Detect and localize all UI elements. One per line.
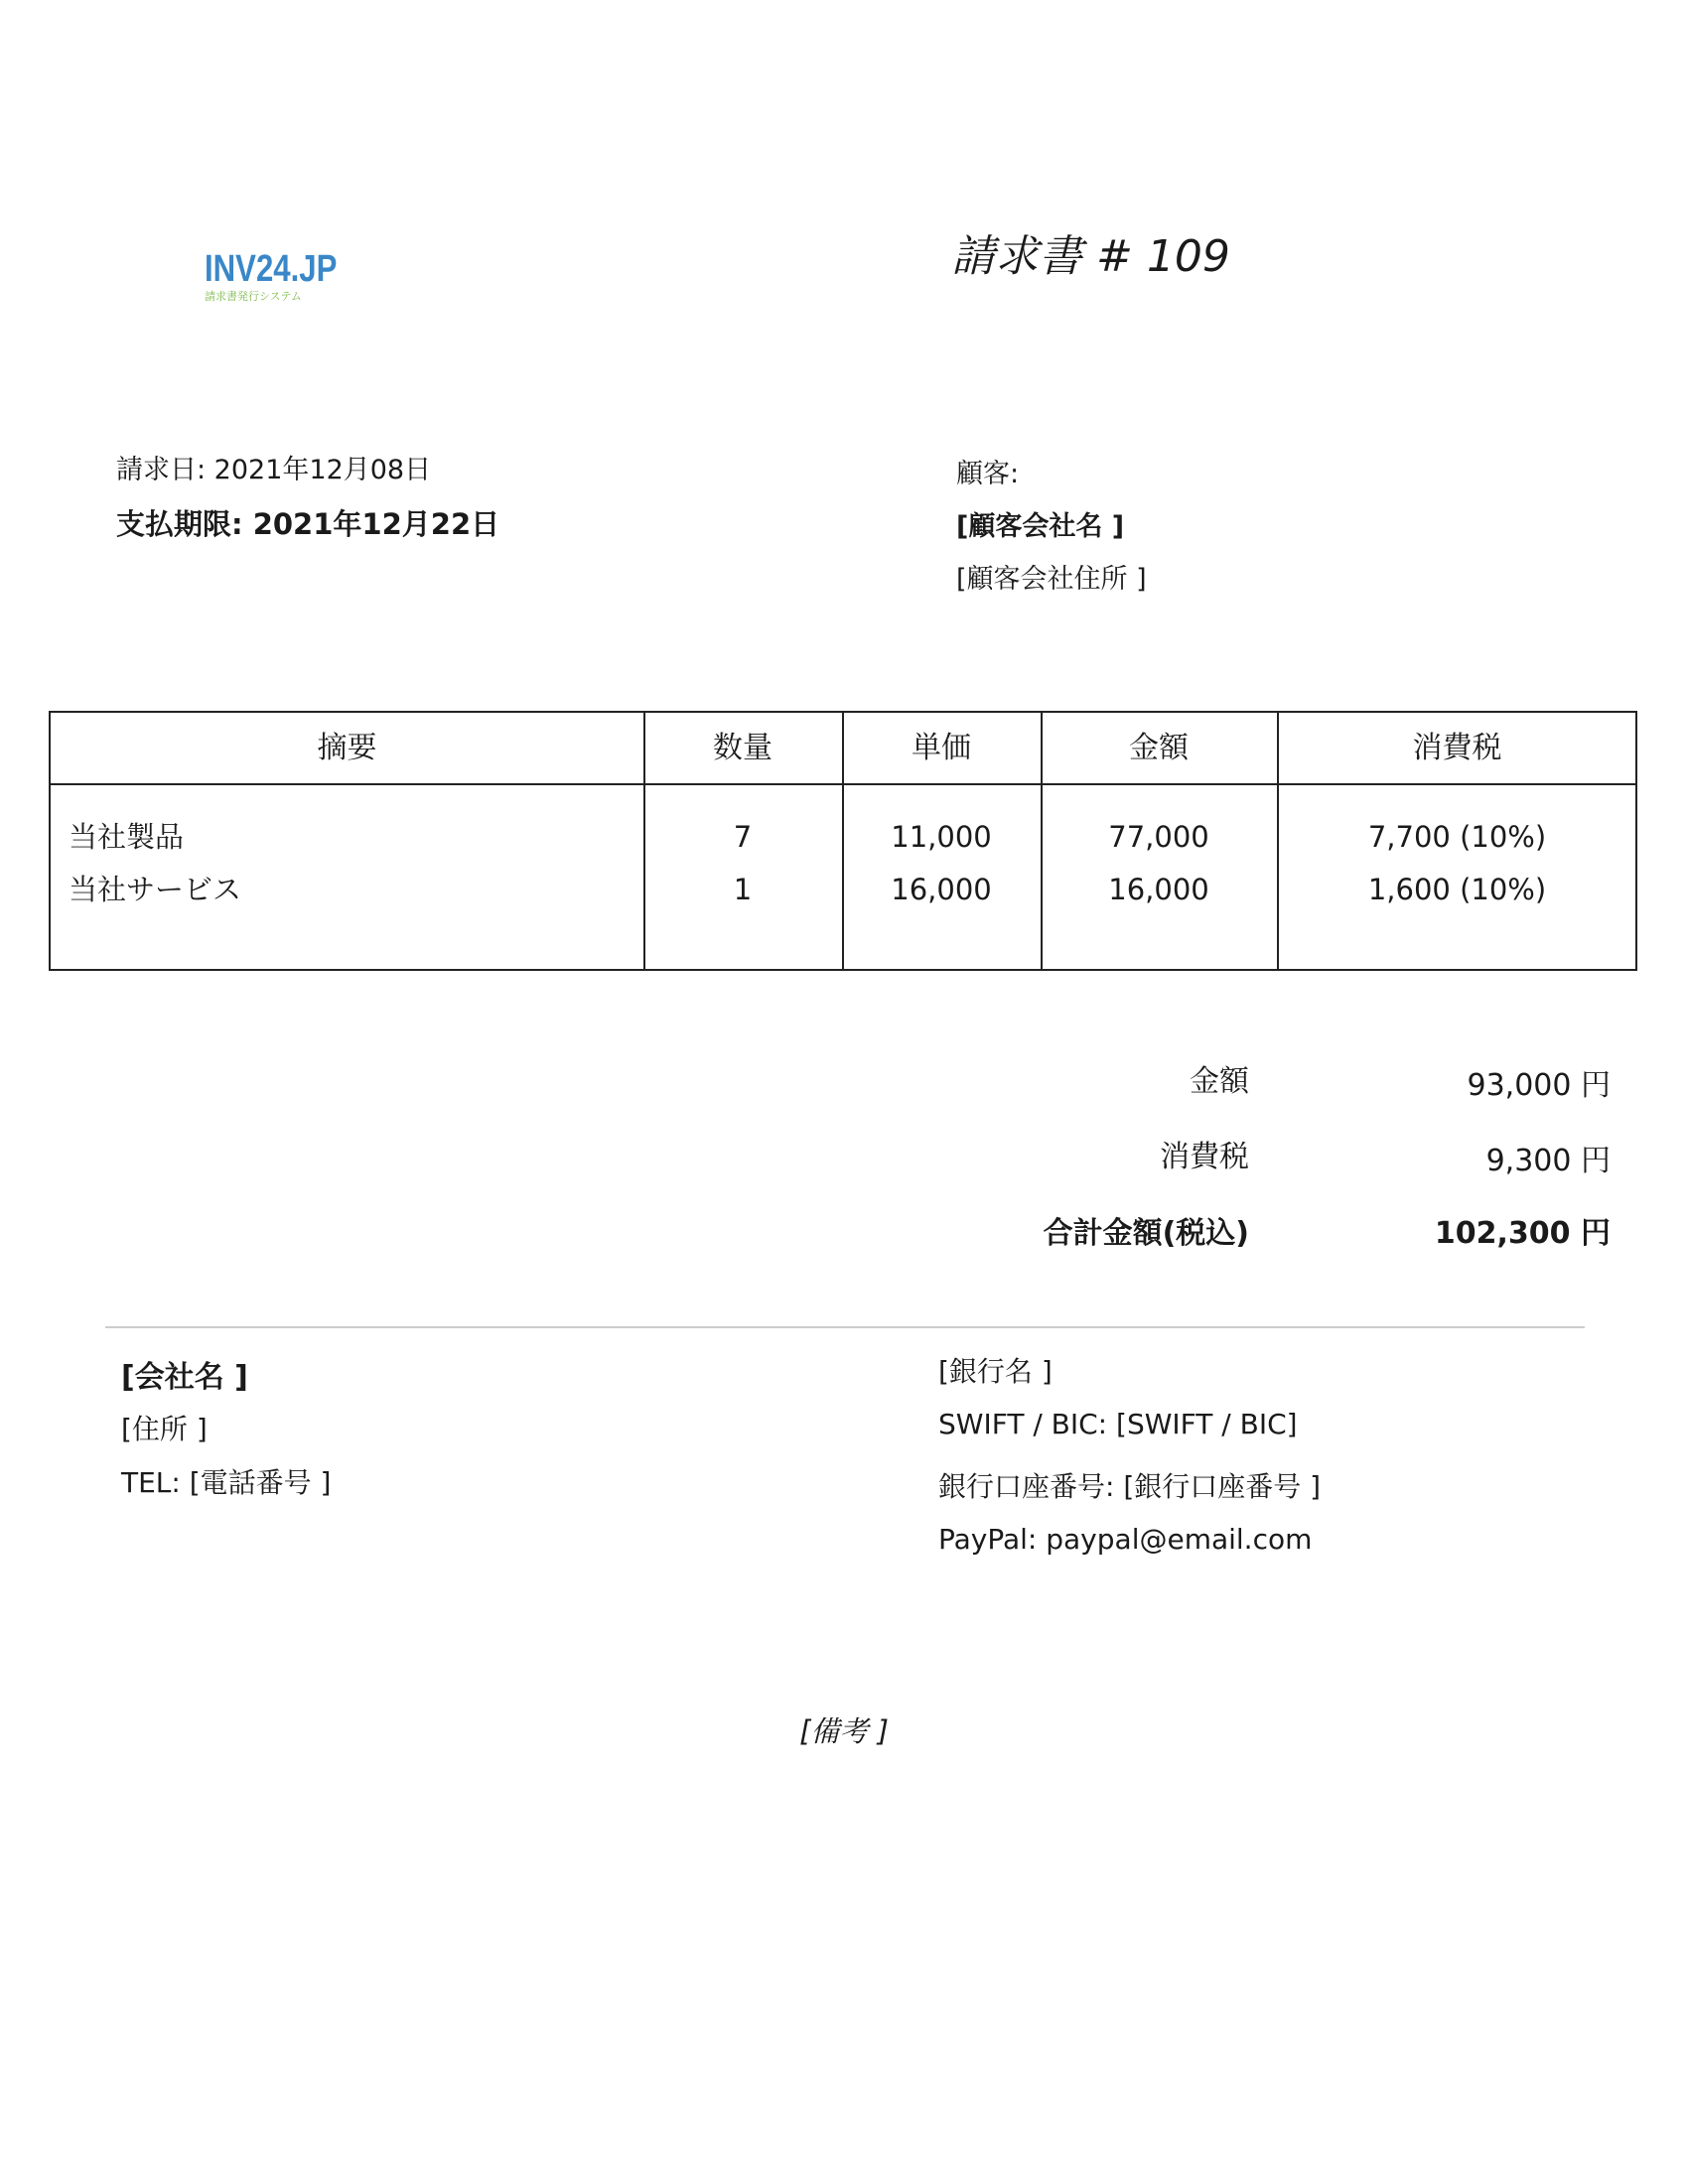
customer-address: [顧客会社住所 ]: [956, 564, 1147, 595]
row-description: 当社製品: [69, 820, 185, 854]
customer-company: [顧客会社名 ]: [956, 511, 1125, 542]
seller-company: [会社名 ]: [121, 1360, 248, 1395]
row-unit-price: 16,000: [891, 873, 992, 906]
header-unit-price: 単価: [912, 731, 971, 765]
header-quantity: 数量: [713, 731, 773, 765]
logo-tagline: 請求書発行システム: [205, 290, 302, 303]
tax-label: 消費税: [1160, 1140, 1249, 1174]
row-amount: 16,000: [1108, 873, 1209, 906]
header-description: 摘要: [317, 731, 377, 765]
items-table: [49, 711, 1637, 971]
subtotal-value: 93,000 円: [1467, 1068, 1611, 1103]
row-description: 当社サービス: [69, 873, 242, 906]
issue-date: 請求日: 2021年12月08日: [116, 455, 432, 485]
row-tax: 1,600 (10%): [1367, 873, 1547, 906]
due-date: 支払期限: 2021年12月22日: [116, 507, 500, 541]
header-amount: 金額: [1129, 731, 1189, 765]
bank-swift: SWIFT / BIC: [SWIFT / BIC]: [938, 1408, 1298, 1440]
table-row: [51, 863, 1635, 916]
footer-divider: [105, 1326, 1585, 1328]
company-logo: [205, 250, 366, 304]
logo-brand: INV24.JP: [205, 248, 338, 290]
bank-account: 銀行口座番号: [銀行口座番号 ]: [938, 1470, 1322, 1503]
row-tax: 7,700 (10%): [1367, 820, 1547, 854]
total-value: 102,300 円: [1434, 1216, 1611, 1251]
seller-address: [住所 ]: [121, 1413, 208, 1445]
row-quantity: 7: [733, 820, 753, 854]
table-row: [51, 810, 1635, 864]
subtotal-label: 金額: [1190, 1064, 1249, 1099]
bank-name: [銀行名 ]: [938, 1355, 1053, 1388]
row-amount: 77,000: [1108, 820, 1209, 854]
row-unit-price: 11,000: [891, 820, 992, 854]
header-tax: 消費税: [1412, 731, 1502, 765]
paypal-address: PayPal: paypal@email.com: [938, 1523, 1313, 1556]
row-quantity: 1: [733, 873, 753, 906]
total-label: 合計金額(税込): [1043, 1216, 1249, 1251]
customer-label: 顧客:: [956, 459, 1020, 489]
seller-tel: TEL: [電話番号 ]: [121, 1466, 332, 1499]
tax-value: 9,300 円: [1485, 1144, 1611, 1178]
invoice-title: 請求書 # 109: [951, 231, 1230, 282]
notes: [備考 ]: [799, 1714, 889, 1748]
